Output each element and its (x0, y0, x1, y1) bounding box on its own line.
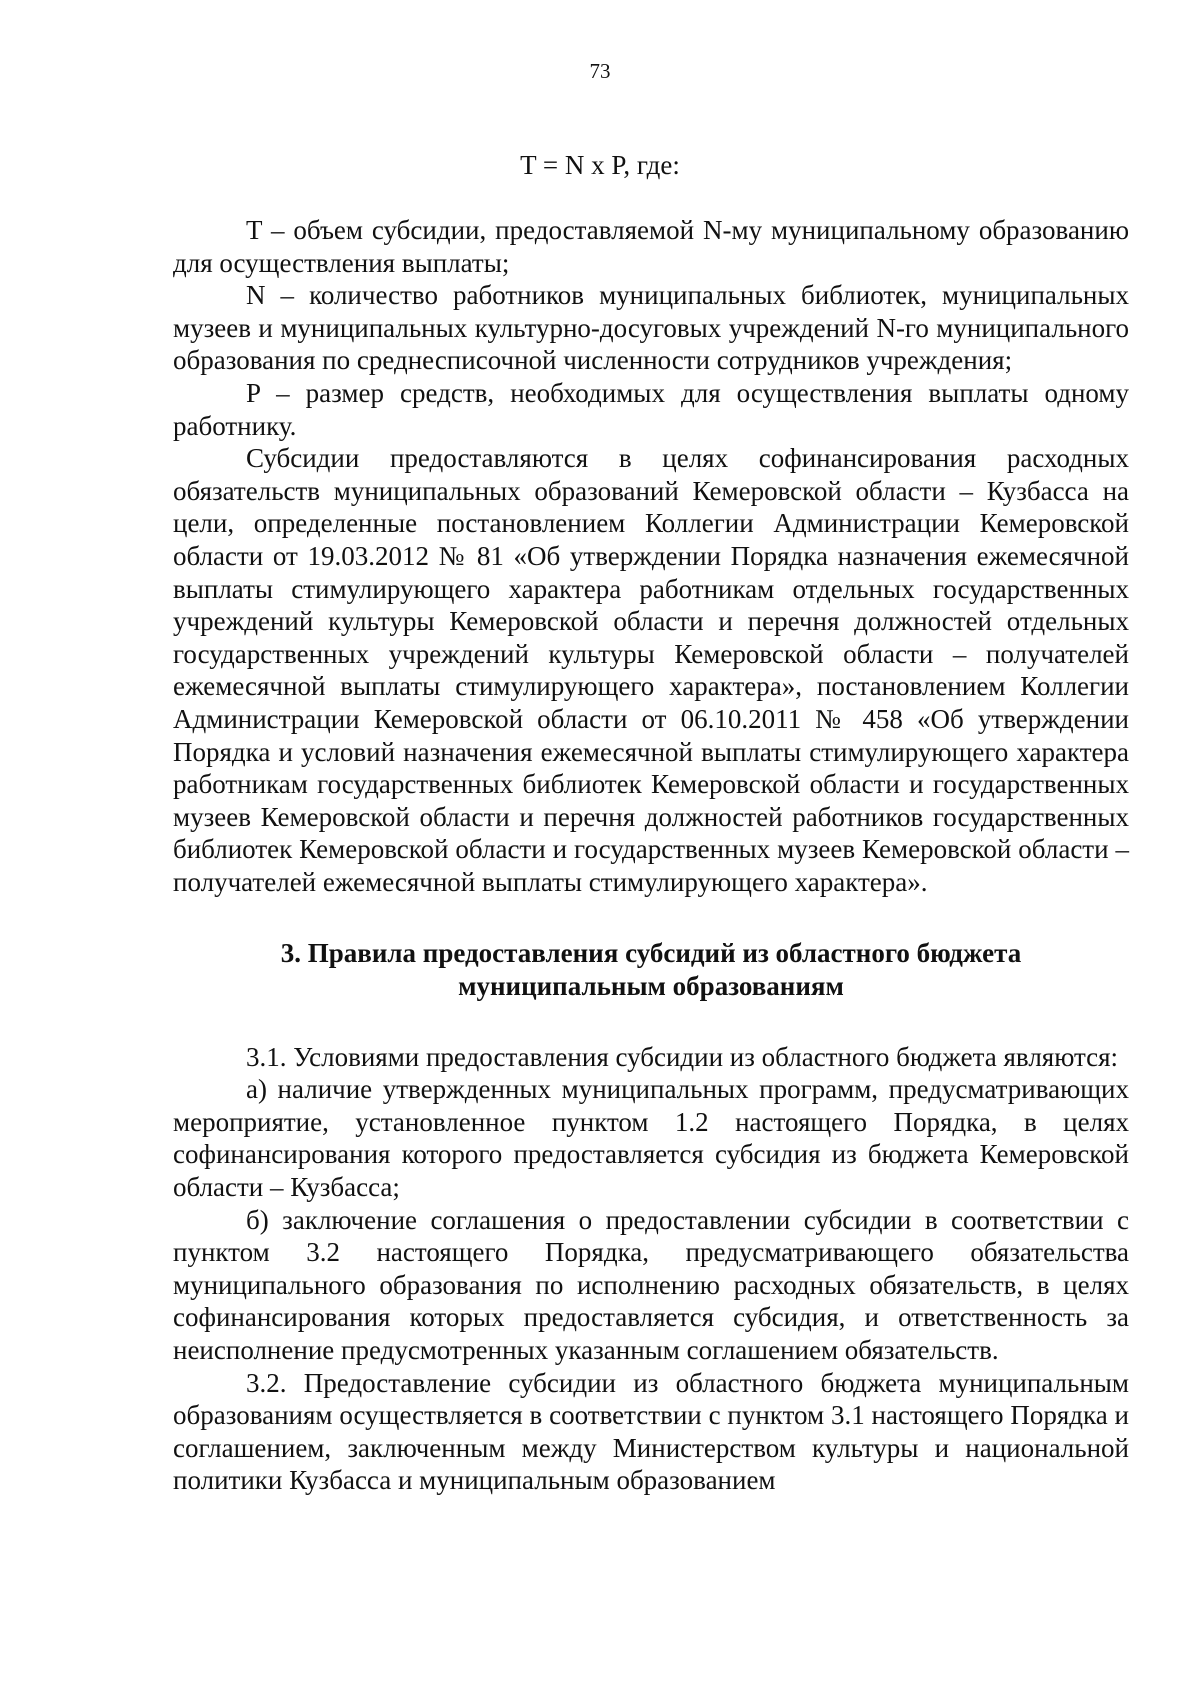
paragraph-3-1-a: а) наличие утвержденных муниципальных программ, предусматривающих мероприятие, установленное пунктом 1.2 настоящего Порядка, в целях софинансирования которого предоставляется субсидия из бюджета Кемеровской области – Кузбасса; (173, 1074, 1129, 1203)
paragraph-3-1: 3.1. Условиями предоставления субсидии из областного бюджета являются: (246, 1041, 1119, 1072)
paragraph-3-1-b: б) заключение соглашения о предоставлении субсидии в соответствии с пунктом 3.2 настоящего Порядка, предусматривающего обязательства муниципального образования по исполнению расходных обязательств, в целях софинансирования которых предоставляется субсидия, и ответственность за неисполнение предусмотренных указанным соглашением обязательств. (173, 1204, 1129, 1365)
formula: T = N x P, где: (520, 150, 680, 180)
definition-n: N – количество работников муниципальных библиотек, муниципальных музеев и муниципальных культурно-досуговых учреждений N-го муниципального образования по среднесписочной численности сотрудников учреждения; (173, 280, 1129, 376)
paragraph-3-2: 3.2. Предоставление субсидии из областного бюджета муниципальным образованиям осуществляется в соответствии с пунктом 3.1 настоящего Порядка и соглашением, заключенным между Министерством культуры и национальной политики Кузбасса и муниципальным образованием (173, 1367, 1129, 1496)
page-number: 73 (589, 59, 611, 83)
document-body (173, 214, 1129, 1497)
section-heading-line-2: муниципальным образованиям (458, 971, 844, 1002)
section-heading-line-1: 3. Правила предоставления субсидий из областного бюджета (280, 938, 1022, 969)
purpose-paragraph: Субсидии предоставляются в целях софинансирования расходных обязательств муниципальных образований Кемеровской области – Кузбасса на цели, определенные постановлением Коллегии Администрации Кемеровской области от 19.03.2012 № 81 «Об утверждении Порядка назначения ежемесячной выплаты стимулирующего характера работникам отдельных государственных учреждений культуры Кемеровской области и перечня должностей отдельных государственных учреждений культуры Кемеровской области – получателей ежемесячной выплаты стимулирующего характера», постановлением Коллегии Администрации Кемеровской области от 06.10.2011 № 458 «Об утверждении Порядка и условий назначения ежемесячной выплаты стимулирующего характера работникам государственных библиотек Кемеровской области и государственных музеев Кемеровской области и перечня должностей работников государственных библиотек Кемеровской области и государственных музеев Кемеровской области – получателей ежемесячной выплаты стимулирующего характера». (173, 443, 1129, 897)
section-heading (173, 937, 1129, 1002)
definition-p: P – размер средств, необходимых для осуществления выплаты одному работнику. (173, 377, 1129, 441)
definition-t: T – объем субсидии, предоставляемой N-му муниципальному образованию для осуществления выплаты; (173, 215, 1129, 278)
